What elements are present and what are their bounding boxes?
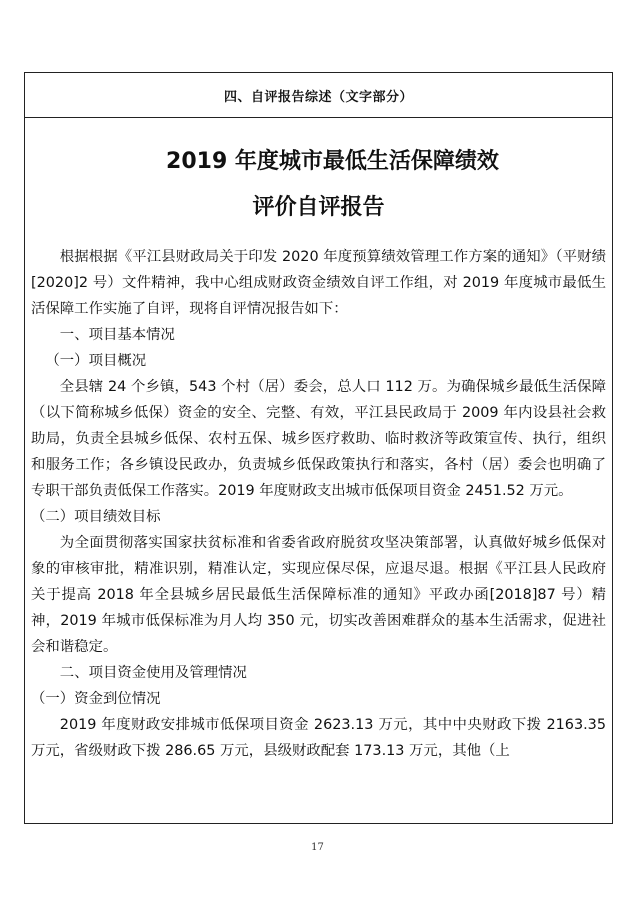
section-header [25, 73, 612, 118]
document-title-line-1: 2019 年度城市最低生活保障绩效 [166, 149, 499, 174]
report-frame [24, 72, 613, 824]
subsection-2-paragraph: 为全面贯彻落实国家扶贫标准和省委省政府脱贫攻坚决策部署，认真做好城乡低保对象的审核审批，精准识别，精准认定，实现应保尽保，应退尽退。根据《平江县人民政府关于提高 2018 年全县城乡居民最低生活保障标准的通知》平政办函[2018]87 号）精神，2019 年城市低保标准为月人均 350 元，切实改善困难群众的基本生活需求，促进社会和谐稳定。 [31, 535, 606, 655]
document-title-line-2: 评价自评报告 [252, 195, 385, 220]
intro-paragraph: 根据根据《平江县财政局关于印发 2020 年度预算绩效管理工作方案的通知》（平财绩[2020]2 号）文件精神，我中心组成财政资金绩效自评工作组，对 2019 年度城市最低生活保障工作实施了自评，现将自评情况报告如下： [31, 249, 606, 317]
section-title: 四、自评报告综述（文字部分） [223, 89, 413, 105]
page-number: 17 [311, 842, 324, 853]
section-1-heading: 一、项目基本情况 [59, 327, 175, 343]
subsection-1-heading: （一）项目概况 [45, 353, 147, 369]
subsection-3-heading: （一）资金到位情况 [31, 691, 161, 707]
report-body [25, 244, 612, 764]
section-2-heading: 二、项目资金使用及管理情况 [59, 665, 247, 681]
subsection-2-heading: （二）项目绩效目标 [31, 509, 161, 525]
subsection-1-paragraph: 全县辖 24 个乡镇，543 个村（居）委会，总人口 112 万。为确保城乡最低生活保障（以下简称城乡低保）资金的安全、完整、有效，平江县民政局于 2009 年内设县社会救助局，负责全县城乡低保、农村五保、城乡医疗救助、临时救济等政策宣传、执行，组织和服务工作；各乡镇设民政办，负责城乡低保政策执行和落实，各村（居）委会也明确了专职干部负责低保工作落实。2019 年度财政支出城市低保项目资金 2451.52 万元。 [31, 379, 606, 499]
subsection-3-paragraph: 2019 年度财政安排城市低保项目资金 2623.13 万元，其中中央财政下拨 2163.35 万元，省级财政下拨 286.65 万元，县级财政配套 173.13 万元，其他（上 [31, 717, 606, 759]
